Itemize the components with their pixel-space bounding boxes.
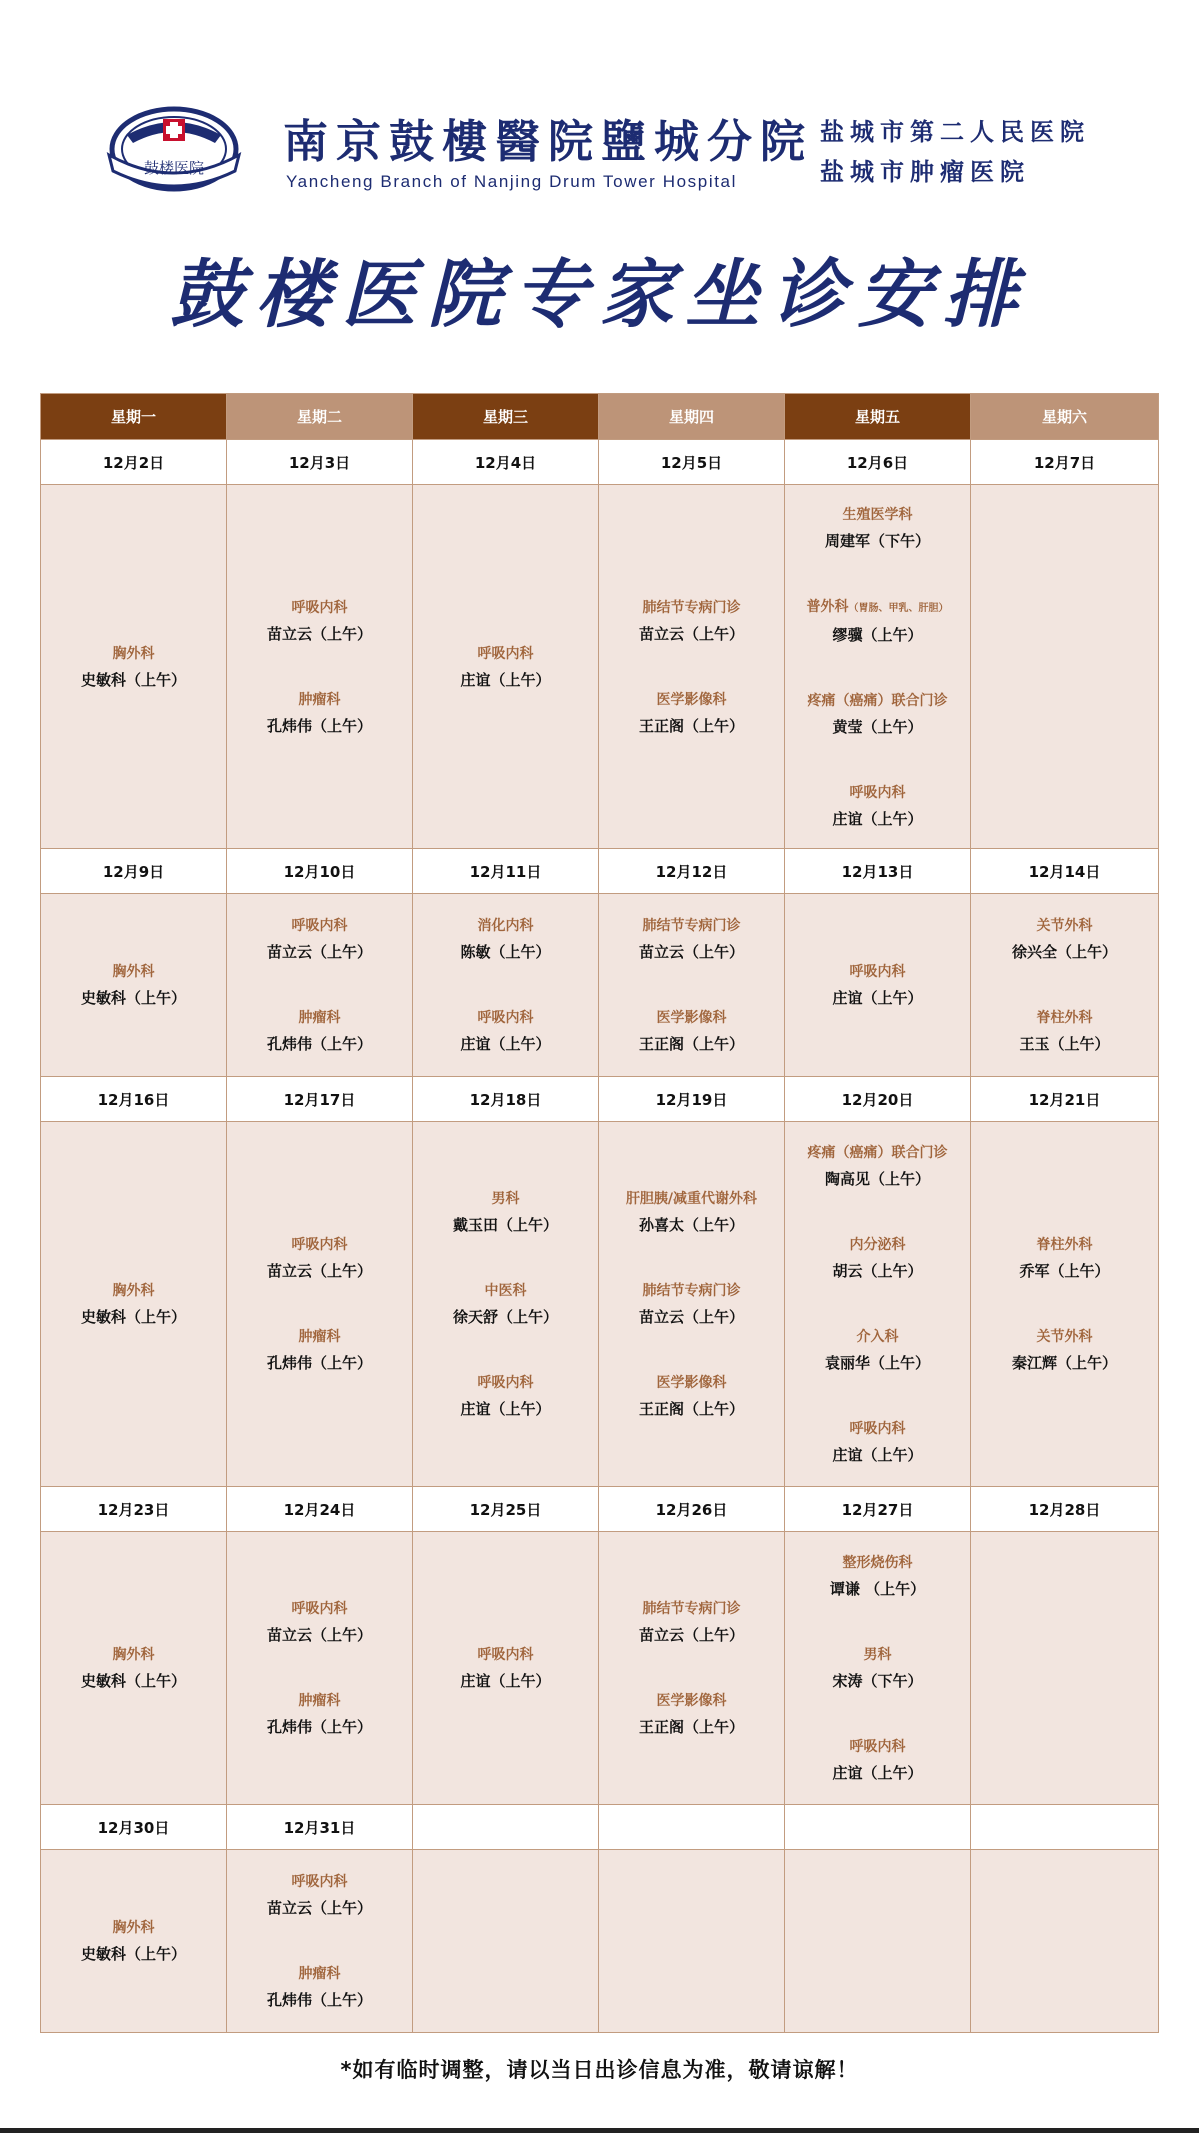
doctor-name: 苗立云（上午） [266, 943, 372, 961]
department-label: 呼吸内科 [849, 1739, 906, 1755]
department-name [413, 1370, 598, 1396]
department-name [599, 913, 784, 939]
date-cell [971, 1805, 1159, 1850]
date-cell [785, 1805, 971, 1850]
doctor-name: 庄谊（上午） [460, 1672, 551, 1690]
schedule-cell [41, 1850, 227, 2033]
clinic-entry [227, 1324, 412, 1376]
schedule-cell [599, 1122, 785, 1487]
clinic-entry [413, 1005, 598, 1057]
clinic-entry [785, 1416, 970, 1468]
department-label: 脊柱外科 [1036, 1237, 1093, 1253]
logo-text: 鼓楼医院 [143, 159, 205, 177]
schedule-cell [413, 1532, 599, 1805]
department-name [41, 1642, 226, 1668]
department-name [785, 1550, 970, 1576]
clinic-entry [413, 1642, 598, 1694]
doctor-name: 苗立云（上午） [638, 624, 744, 643]
date-cell: 12月16日 [41, 1077, 227, 1122]
department-label: 呼吸内科 [291, 1237, 348, 1253]
schedule-row [41, 1850, 1159, 2033]
clinic-entry [599, 1005, 784, 1057]
department-name [413, 1278, 598, 1304]
doctor-name: 孔炜伟（上午） [266, 1718, 372, 1736]
department-name [971, 1232, 1158, 1258]
department-name [227, 1869, 412, 1895]
department-label: 男科 [491, 1191, 520, 1207]
doctor-name: 徐兴全（上午） [1011, 943, 1117, 961]
department-name [785, 688, 970, 714]
schedule-cell [227, 894, 413, 1077]
department-name [413, 1005, 598, 1031]
doctor-name: 孔炜伟（上午） [266, 716, 372, 735]
weekday-header: 星期六 [971, 394, 1159, 440]
department-label: 肺结节专病门诊 [642, 1601, 741, 1617]
clinic-entry [227, 595, 412, 647]
department-note: （胃肠、甲乳、肝胆） [848, 602, 949, 614]
doctor-name: 胡云（上午） [832, 1262, 923, 1280]
schedule-cell [785, 1850, 971, 2033]
schedule-body [41, 440, 1159, 2033]
weekday-header: 星期三 [413, 394, 599, 440]
schedule-cell [785, 1122, 971, 1487]
doctor-name: 王正阁（上午） [638, 716, 744, 735]
department-label: 肝胆胰/减重代谢外科 [625, 1191, 758, 1207]
department-label: 医学影像科 [656, 691, 727, 708]
department-label: 胸外科 [112, 1283, 155, 1299]
schedule-cell [413, 1850, 599, 2033]
clinic-entry [785, 1324, 970, 1376]
department-label: 普外科 [806, 598, 849, 615]
department-name [785, 594, 970, 622]
clinic-entry [413, 913, 598, 965]
clinic-entry [599, 1596, 784, 1648]
department-label: 医学影像科 [656, 1693, 727, 1709]
department-label: 关节外科 [1036, 1329, 1093, 1345]
clinic-entry [785, 1734, 970, 1786]
doctor-name: 孔炜伟（上午） [266, 1991, 372, 2009]
department-name [227, 1005, 412, 1031]
alias-second-peoples-hospital: 盐城市第二人民医院 [820, 117, 1090, 146]
department-name [413, 1642, 598, 1668]
clinic-entry [785, 1140, 970, 1192]
department-name [785, 959, 970, 985]
schedule-table [40, 393, 1159, 2033]
schedule-cell [413, 894, 599, 1077]
department-label: 呼吸内科 [291, 1601, 348, 1617]
department-name [599, 1186, 784, 1212]
clinic-entry [599, 687, 784, 739]
schedule-cell [599, 894, 785, 1077]
clinic-entry [785, 1550, 970, 1602]
department-name [785, 1140, 970, 1166]
date-cell: 12月19日 [599, 1077, 785, 1122]
department-label: 男科 [863, 1647, 892, 1663]
department-label: 整形烧伤科 [842, 1555, 913, 1571]
weekday-header: 星期二 [227, 394, 413, 440]
date-cell: 12月7日 [971, 440, 1159, 485]
department-name [227, 913, 412, 939]
date-cell: 12月10日 [227, 849, 413, 894]
department-name [599, 1596, 784, 1622]
date-cell: 12月2日 [41, 440, 227, 485]
department-label: 呼吸内科 [477, 1647, 534, 1663]
date-cell: 12月23日 [41, 1487, 227, 1532]
hospital-logo-icon [105, 105, 243, 197]
date-cell: 12月6日 [785, 440, 971, 485]
weekday-header: 星期五 [785, 394, 971, 440]
department-name [227, 1596, 412, 1622]
date-cell: 12月3日 [227, 440, 413, 485]
department-name [227, 1232, 412, 1258]
department-name [785, 1416, 970, 1442]
department-label: 介入科 [856, 1329, 899, 1345]
department-name [785, 502, 970, 528]
date-cell: 12月18日 [413, 1077, 599, 1122]
doctor-name: 苗立云（上午） [266, 1626, 372, 1644]
department-name [41, 959, 226, 985]
clinic-entry [413, 1278, 598, 1330]
date-cell: 12月25日 [413, 1487, 599, 1532]
schedule-cell [41, 894, 227, 1077]
department-label: 肿瘤科 [298, 1329, 341, 1345]
schedule-cell [599, 1850, 785, 2033]
schedule-cell [599, 485, 785, 849]
clinic-entry [599, 1688, 784, 1740]
schedule-cell [971, 1532, 1159, 1805]
schedule-cell [785, 894, 971, 1077]
clinic-entry [785, 1642, 970, 1694]
doctor-name: 庄谊（上午） [832, 989, 923, 1007]
department-name [41, 641, 226, 667]
department-label: 肺结节专病门诊 [642, 918, 741, 934]
doctor-name: 庄谊（上午） [832, 1446, 923, 1464]
schedule-cell [227, 1122, 413, 1487]
clinic-entry [227, 1232, 412, 1284]
date-cell: 12月31日 [227, 1805, 413, 1850]
hospital-name-cn: 南京鼓樓醫院鹽城分院 [283, 115, 814, 168]
doctor-name: 王玉（上午） [1019, 1035, 1110, 1053]
schedule-row [41, 1122, 1159, 1487]
schedule-cell [971, 1122, 1159, 1487]
doctor-name: 史敏科（上午） [80, 1672, 186, 1690]
department-label: 脊柱外科 [1036, 1010, 1093, 1026]
doctor-name: 庄谊（上午） [460, 670, 551, 689]
clinic-entry [785, 780, 970, 832]
department-label: 呼吸内科 [477, 1010, 534, 1026]
doctor-name: 袁丽华（上午） [824, 1354, 930, 1372]
schedule-row [41, 485, 1159, 849]
date-cell: 12月17日 [227, 1077, 413, 1122]
clinic-entry [599, 1278, 784, 1330]
schedule-cell [413, 485, 599, 849]
department-label: 中医科 [484, 1283, 527, 1299]
department-name [599, 595, 784, 621]
doctor-name: 戴玉田（上午） [452, 1216, 558, 1234]
date-cell: 12月14日 [971, 849, 1159, 894]
department-label: 生殖医学科 [842, 506, 913, 523]
bottom-bar [0, 2128, 1199, 2133]
clinic-entry [41, 1278, 226, 1330]
department-label: 肿瘤科 [298, 1693, 341, 1709]
date-cell: 12月26日 [599, 1487, 785, 1532]
date-row [41, 440, 1159, 485]
date-cell: 12月30日 [41, 1805, 227, 1850]
doctor-name: 庄谊（上午） [832, 809, 923, 828]
department-name [41, 1915, 226, 1941]
schedule-cell [971, 1850, 1159, 2033]
department-label: 内分泌科 [849, 1237, 906, 1253]
clinic-entry [599, 595, 784, 647]
clinic-entry [227, 1961, 412, 2013]
clinic-entry [413, 1186, 598, 1238]
department-label: 胸外科 [112, 645, 155, 662]
department-label: 疼痛（癌痛）联合门诊 [807, 692, 948, 709]
date-cell: 12月5日 [599, 440, 785, 485]
date-cell: 12月27日 [785, 1487, 971, 1532]
clinic-entry [227, 1596, 412, 1648]
doctor-name: 陈敏（上午） [460, 943, 551, 961]
doctor-name: 徐天舒（上午） [452, 1308, 558, 1326]
department-label: 呼吸内科 [291, 599, 348, 616]
clinic-entry [413, 641, 598, 693]
department-name [599, 1688, 784, 1714]
clinic-entry [227, 1869, 412, 1921]
doctor-name: 王正阁（上午） [638, 1035, 744, 1053]
doctor-name: 苗立云（上午） [266, 1262, 372, 1280]
department-name [227, 1961, 412, 1987]
page-title: 鼓楼医院专家坐诊安排 [169, 252, 1030, 338]
department-name [785, 1642, 970, 1668]
department-name [785, 1324, 970, 1350]
department-label: 肺结节专病门诊 [642, 1283, 741, 1299]
clinic-entry [227, 913, 412, 965]
schedule-cell [227, 1850, 413, 2033]
doctor-name: 谭谦 （上午） [829, 1580, 926, 1598]
doctor-name: 黄莹（上午） [832, 717, 923, 736]
doctor-name: 庄谊（上午） [832, 1764, 923, 1782]
doctor-name: 史敏科（上午） [80, 1308, 186, 1326]
department-label: 胸外科 [112, 1920, 155, 1936]
department-name [227, 1324, 412, 1350]
hospital-aliases [820, 112, 1100, 192]
schedule-cell [971, 894, 1159, 1077]
department-name [227, 687, 412, 713]
department-label: 肿瘤科 [298, 691, 341, 708]
weekday-header-row [41, 394, 1159, 440]
doctor-name: 苗立云（上午） [638, 943, 744, 961]
doctor-name: 史敏科（上午） [80, 989, 186, 1007]
date-cell: 12月11日 [413, 849, 599, 894]
department-label: 关节外科 [1036, 918, 1093, 934]
department-label: 呼吸内科 [477, 1375, 534, 1391]
schedule-row [41, 894, 1159, 1077]
doctor-name: 苗立云（上午） [638, 1308, 744, 1326]
department-label: 胸外科 [112, 964, 155, 980]
clinic-entry [599, 1186, 784, 1238]
clinic-entry [41, 959, 226, 1011]
department-label: 肺结节专病门诊 [642, 599, 741, 616]
date-row [41, 1805, 1159, 1850]
doctor-name: 苗立云（上午） [638, 1626, 744, 1644]
department-name [599, 687, 784, 713]
clinic-entry [971, 1324, 1158, 1376]
doctor-name: 王正阁（上午） [638, 1718, 744, 1736]
weekday-header: 星期一 [41, 394, 227, 440]
clinic-entry [41, 1642, 226, 1694]
doctor-name: 陶高见（上午） [824, 1170, 930, 1188]
date-row [41, 1077, 1159, 1122]
date-cell: 12月13日 [785, 849, 971, 894]
department-name [785, 1232, 970, 1258]
schedule-cell [785, 485, 971, 849]
doctor-name: 史敏科（上午） [80, 670, 186, 689]
department-label: 疼痛（癌痛）联合门诊 [807, 1145, 948, 1161]
schedule-cell [599, 1532, 785, 1805]
clinic-entry [785, 688, 970, 740]
hospital-name-en: Yancheng Branch of Nanjing Drum Tower Hospital [286, 172, 737, 191]
department-label: 呼吸内科 [849, 784, 906, 801]
doctor-name: 苗立云（上午） [266, 1899, 372, 1917]
date-row [41, 1487, 1159, 1532]
date-cell: 12月24日 [227, 1487, 413, 1532]
department-name [971, 913, 1158, 939]
department-name [227, 1688, 412, 1714]
department-label: 呼吸内科 [849, 1421, 906, 1437]
date-row [41, 849, 1159, 894]
department-name [413, 1186, 598, 1212]
doctor-name: 王正阁（上午） [638, 1400, 744, 1418]
doctor-name: 史敏科（上午） [80, 1945, 186, 1963]
doctor-name: 庄谊（上午） [460, 1035, 551, 1053]
department-name [785, 1734, 970, 1760]
date-cell: 12月4日 [413, 440, 599, 485]
header [0, 0, 1199, 210]
clinic-entry [227, 687, 412, 739]
date-cell: 12月21日 [971, 1077, 1159, 1122]
clinic-entry [971, 913, 1158, 965]
department-label: 肿瘤科 [298, 1966, 341, 1982]
schedule-cell [41, 485, 227, 849]
clinic-entry [971, 1005, 1158, 1057]
doctor-name: 孔炜伟（上午） [266, 1354, 372, 1372]
date-cell: 12月28日 [971, 1487, 1159, 1532]
clinic-entry [971, 1232, 1158, 1284]
doctor-name: 庄谊（上午） [460, 1400, 551, 1418]
clinic-entry [785, 1232, 970, 1284]
weekday-header: 星期四 [599, 394, 785, 440]
department-label: 呼吸内科 [849, 964, 906, 980]
department-name [599, 1278, 784, 1304]
department-name [599, 1005, 784, 1031]
doctor-name: 秦江辉（上午） [1011, 1354, 1117, 1372]
department-name [785, 780, 970, 806]
schedule-cell [227, 1532, 413, 1805]
schedule-cell [41, 1532, 227, 1805]
date-cell: 12月20日 [785, 1077, 971, 1122]
clinic-entry [41, 641, 226, 693]
clinic-entry [785, 959, 970, 1011]
date-cell: 12月9日 [41, 849, 227, 894]
clinic-entry [227, 1005, 412, 1057]
department-name [971, 1324, 1158, 1350]
department-name [227, 595, 412, 621]
department-name [599, 1370, 784, 1396]
department-label: 医学影像科 [656, 1375, 727, 1391]
date-cell [599, 1805, 785, 1850]
clinic-entry [413, 1370, 598, 1422]
department-label: 医学影像科 [656, 1010, 727, 1026]
doctor-name: 缪骥（上午） [832, 625, 923, 644]
clinic-entry [599, 913, 784, 965]
department-label: 肿瘤科 [298, 1010, 341, 1026]
department-label: 呼吸内科 [291, 918, 348, 934]
schedule-cell [785, 1532, 971, 1805]
department-label: 呼吸内科 [291, 1874, 348, 1890]
schedule-cell [971, 485, 1159, 849]
doctor-name: 孙喜太（上午） [638, 1216, 744, 1234]
alias-cancer-hospital: 盐城市肿瘤医院 [820, 157, 1030, 186]
department-name [41, 1278, 226, 1304]
doctor-name: 孔炜伟（上午） [266, 1035, 372, 1053]
footer-note: *如有临时调整，请以当日出诊信息为准，敬请谅解！ [340, 2058, 859, 2082]
date-cell [413, 1805, 599, 1850]
schedule-cell [227, 485, 413, 849]
department-name [413, 641, 598, 667]
clinic-entry [41, 1915, 226, 1967]
department-label: 呼吸内科 [477, 645, 534, 662]
department-name [413, 913, 598, 939]
clinic-entry [599, 1370, 784, 1422]
date-cell: 12月12日 [599, 849, 785, 894]
schedule-row [41, 1532, 1159, 1805]
doctor-name: 宋涛（下午） [832, 1672, 923, 1690]
doctor-name: 苗立云（上午） [266, 624, 372, 643]
department-label: 胸外科 [112, 1647, 155, 1663]
department-label: 消化内科 [477, 918, 534, 934]
clinic-entry [785, 594, 970, 648]
doctor-name: 周建军（下午） [824, 531, 930, 550]
doctor-name: 乔军（上午） [1019, 1262, 1110, 1280]
schedule-cell [413, 1122, 599, 1487]
clinic-entry [785, 502, 970, 554]
schedule-cell [41, 1122, 227, 1487]
clinic-entry [227, 1688, 412, 1740]
department-name [971, 1005, 1158, 1031]
